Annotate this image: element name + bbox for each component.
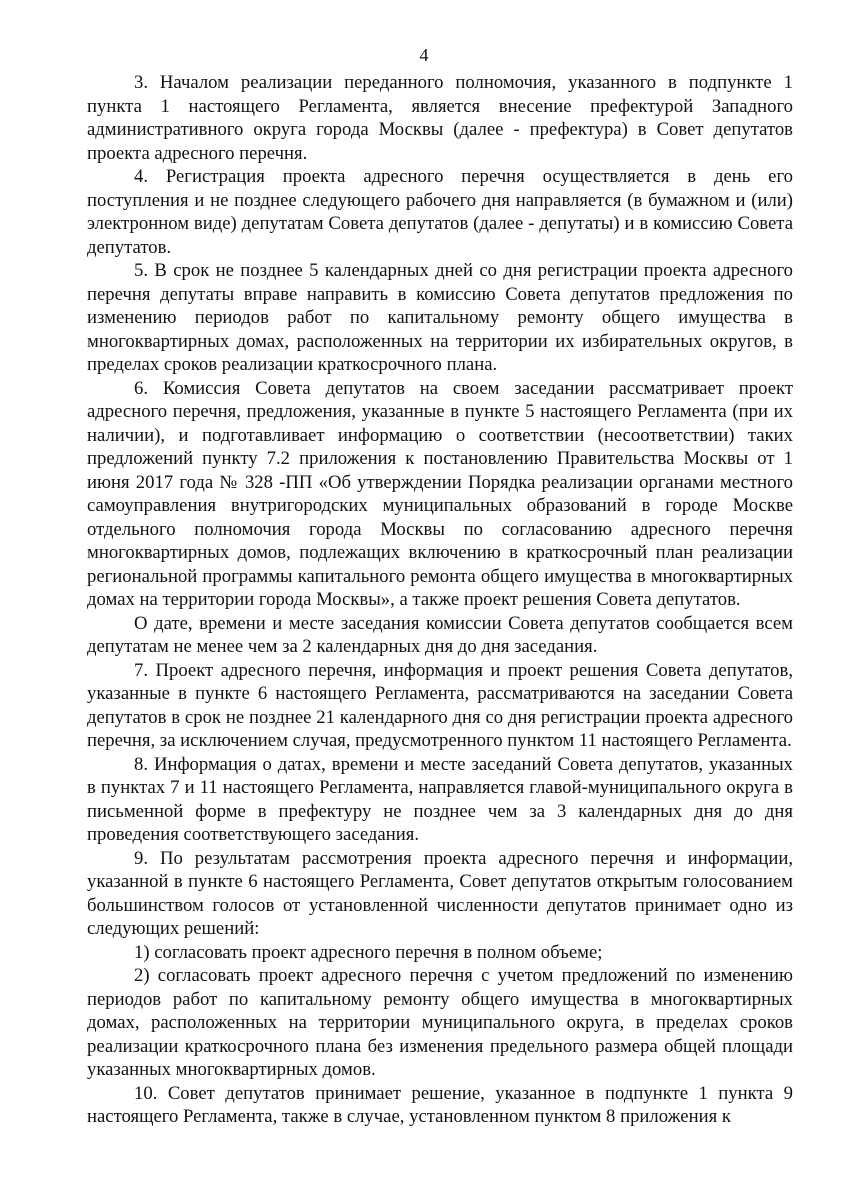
paragraph-9: 9. По результатам рассмотрения проекта адресного перечня и информации, указанной в пункте 6 настоящего Регламента, Совет депутатов открытым голосованием большинством голосов от установленной численности депутатов принимает одно из следующих решений: xyxy=(87,847,793,939)
paragraph-6-meeting-notice: О дате, времени и месте заседания комиссии Совета депутатов сообщается всем депутатам не менее чем за 2 календарных дня до дня заседания. xyxy=(87,612,793,657)
paragraph-9-option-2: 2) согласовать проект адресного перечня с учетом предложений по изменению периодов работ по капитальному ремонту общего имущества в многоквартирных домах, расположенных на территории муниципального округа, в пределах сроков реализации краткосрочного плана без изменения предельного размера общей площади указанных многоквартирных домов. xyxy=(87,965,793,1080)
paragraph-3: 3. Началом реализации переданного полномочия, указанного в подпункте 1 пункта 1 настоящего Регламента, является внесение префектурой Западного административного округа города Москвы (далее - префектура) в Совет депутатов проекта адресного перечня. xyxy=(87,72,793,164)
document-body xyxy=(87,71,793,1129)
paragraph-9-option-1: 1) согласовать проект адресного перечня в полном объеме; xyxy=(134,941,603,963)
paragraph-8: 8. Информация о датах, времени и месте заседаний Совета депутатов, указанных в пунктах 7 и 11 настоящего Регламента, направляется главой-муниципального округа в письменной форме в префектуру не позднее чем за 3 календарных дня до дня проведения соответствующего заседания. xyxy=(87,753,793,845)
paragraph-10: 10. Совет депутатов принимает решение, указанное в подпункте 1 пункта 9 настоящего Регламента, также в случае, установленном пунктом 8 приложения к xyxy=(87,1082,793,1127)
paragraph-6: 6. Комиссия Совета депутатов на своем заседании рассматривает проект адресного перечня, предложения, указанные в пункте 5 настоящего Регламента (при их наличии), и подготавливает информацию о соответствии (несоответствии) таких предложений пункту 7.2 приложения к постановлению Правительства Москвы от 1 июня 2017 года № 328 -ПП «Об утверждении Порядка реализации органами местного самоуправления внутригородских муниципальных образований в городе Москве отдельного полномочия города Москвы по согласованию адресного перечня многоквартирных домов, подлежащих включению в краткосрочный план реализации региональной программы капитального ремонта общего имущества в многоквартирных домах на территории города Москвы», а также проект решения Совета депутатов. xyxy=(87,377,793,610)
paragraph-7: 7. Проект адресного перечня, информация и проект решения Совета депутатов, указанные в пункте 6 настоящего Регламента, рассматриваются на заседании Совета депутатов в срок не позднее 21 календарного дня со дня регистрации проекта адресного перечня, за исключением случая, предусмотренного пунктом 11 настоящего Регламента. xyxy=(87,659,793,751)
paragraph-5: 5. В срок не позднее 5 календарных дней со дня регистрации проекта адресного перечня депутаты вправе направить в комиссию Совета депутатов предложения по изменению периодов работ по капитальному ремонту общего имущества в многоквартирных домах, расположенных на территории их избирательных округов, в пределах сроков реализации краткосрочного плана. xyxy=(87,260,793,375)
page-number: 4 xyxy=(419,45,429,65)
paragraph-4: 4. Регистрация проекта адресного перечня осуществляется в день его поступления и не позднее следующего рабочего дня направляется (в бумажном и (или) электронном виде) депутатам Совета депутатов (далее - депутаты) и в комиссию Совета депутатов. xyxy=(87,166,793,258)
